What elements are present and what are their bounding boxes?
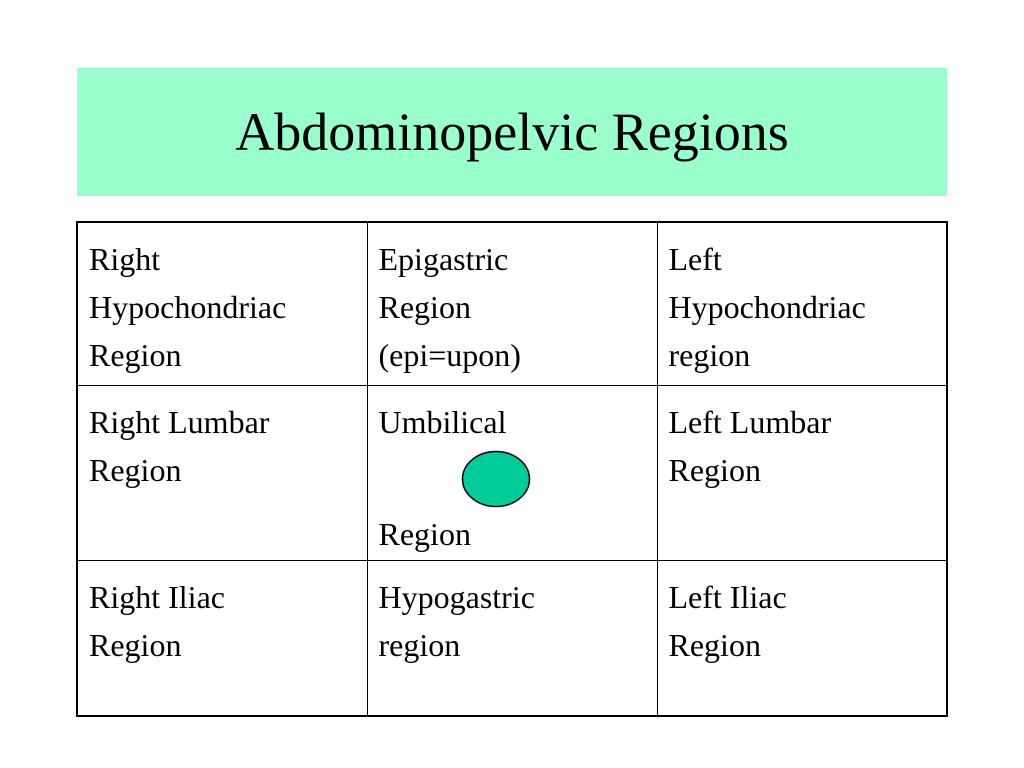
cell-text: Right Lumbar: [89, 404, 270, 440]
regions-table: [76, 221, 948, 717]
cell-text: Right: [89, 241, 161, 277]
cell-text: Left Iliac: [668, 579, 787, 615]
cell-left-iliac: [657, 561, 947, 717]
cell-text: Region: [668, 452, 761, 488]
table-row: [77, 561, 947, 717]
cell-text: Hypochondriac: [668, 289, 866, 325]
table-row: [77, 222, 947, 386]
cell-text: Region: [89, 337, 182, 373]
cell-text: Left: [668, 241, 722, 277]
title-banner: [77, 68, 947, 196]
cell-umbilical: [367, 386, 657, 561]
cell-text: Region: [89, 627, 182, 663]
cell-text: Right Iliac: [89, 579, 225, 615]
slide-title: Abdominopelvic Regions: [235, 102, 789, 162]
cell-text: Region: [378, 289, 471, 325]
cell-text: region: [378, 627, 461, 663]
cell-text: Hypochondriac: [89, 289, 287, 325]
cell-text: Epigastric: [378, 241, 509, 277]
cell-text: Region: [378, 516, 471, 552]
cell-text: Region: [668, 627, 761, 663]
cell-left-hypochondriac: [657, 222, 947, 386]
cell-note: (epi=upon): [378, 337, 521, 373]
cell-left-lumbar: [657, 386, 947, 561]
cell-text: Hypogastric: [378, 579, 535, 615]
cell-epigastric: [367, 222, 657, 386]
cell-text: region: [668, 337, 751, 373]
table-row: [77, 386, 947, 561]
umbilicus-marker: [379, 446, 647, 510]
cell-right-hypochondriac: [77, 222, 367, 386]
umbilicus-oval-icon: [461, 450, 531, 508]
cell-text: Region: [89, 452, 182, 488]
cell-text: Umbilical: [378, 404, 507, 440]
cell-right-lumbar: [77, 386, 367, 561]
cell-text: Left Lumbar: [668, 404, 832, 440]
cell-hypogastric: [367, 561, 657, 717]
cell-right-iliac: [77, 561, 367, 717]
